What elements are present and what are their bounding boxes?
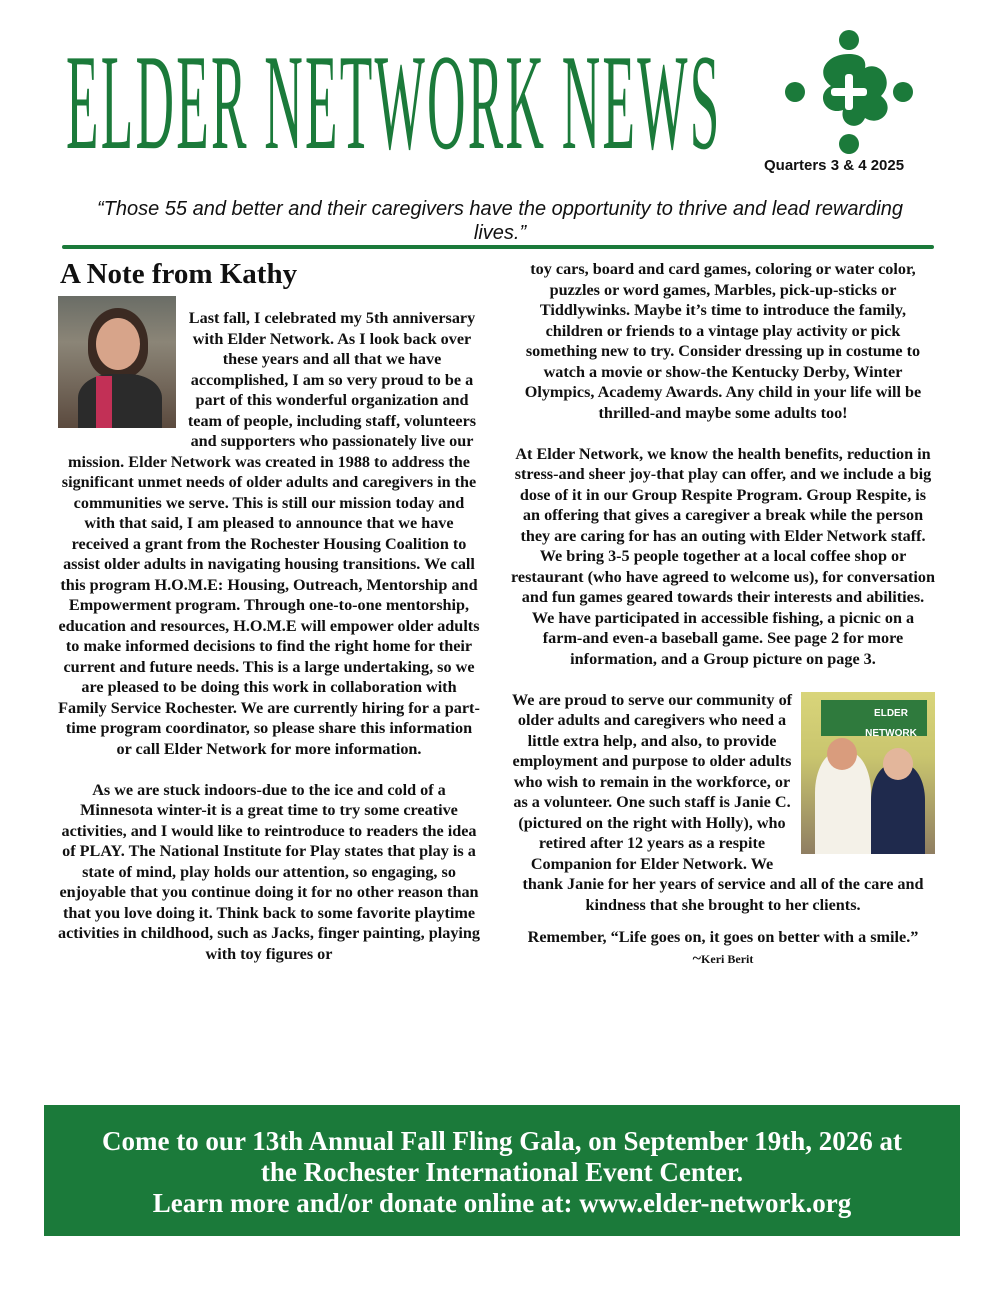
right-column — [511, 259, 935, 969]
gala-banner — [44, 1105, 960, 1236]
masthead-title: ELDER NETWORK NEWS — [66, 26, 722, 179]
divider — [62, 245, 934, 249]
edition-label: Quarters 3 & 4 2025 — [764, 157, 905, 174]
banner-line-1: Come to our 13th Annual Fall Fling Gala, on September 19th, 2026 at — [101, 1126, 903, 1156]
banner-line-3: Learn more and/or donate online at: www.elder-network.org — [152, 1188, 852, 1218]
paragraph-play: As we are stuck indoors-due to the ice and cold of a Minnesota winter-it is a great time to try some creative activities, and I would like to reintroduce to readers the idea of PLAY. The National Institute for Play states that play is a state of mind, play holds our attention, so engaging, so enjoyable that you continue doing it for no other reason than that you love doing it. Think back to some favorite playtime activities in childhood, such as Jacks, finger painting, playing with toy figures or — [58, 780, 481, 963]
photo-sign-text: ELDER NETWORK — [865, 707, 917, 739]
article-title: A Note from Kathy — [60, 258, 298, 290]
paragraph-janie: We are proud to serve our community of older adults and caregivers who need a little extra help, and also, to provide employment and purpose to older adults who wish to remain in the workforce, or as a volunteer. One such staff is Janie C. (pictured on the right with Holly), who retired after 12 years as a respite Companion for Elder Network. We thank Janie for her years of service and all of the care and kindness that she brought to her clients. — [511, 690, 924, 914]
left-column — [58, 308, 480, 964]
quote-attribution: Keri Berit — [701, 951, 754, 966]
paragraph-play-continued: toy cars, board and card games, coloring or water color, puzzles or word games, Marbles, pick-up-sticks or Tiddlywinks. Maybe it’s time to introduce the family, children or friends to a vintage play activity or pick something new to try. Consider dressing up in costume to watch a movie or show-the Kentucky Derby, Winter Olympics, Academy Awards. Any child in your life will be thrilled-and maybe some adults too! — [524, 260, 922, 422]
kathy-photo — [58, 296, 176, 428]
closing-quote: Remember, “Life goes on, it goes on better with a smile.” ~Keri Berit — [527, 928, 919, 967]
banner-line-2: the Rochester International Event Center. — [260, 1157, 744, 1187]
tagline: “Those 55 and better and their caregivers have the opportunity to thrive and lead rewarding lives.” — [96, 198, 904, 244]
janie-holly-photo — [801, 692, 935, 854]
paragraph-anniversary: Last fall, I celebrated my 5th anniversary with Elder Network. As I look back over these years and all that we have accomplished, I am so very proud to be a part of this wonderful organization and team of people, including staff, volunteers and supporters who passionately live our mission. Elder Network was created in 1988 to address the significant unmet needs of older adults and caregivers in the communities we serve. This is still our mission today and with that said, I am pleased to announce that we have received a grant from the Rochester Housing Coalition to assist older adults in navigating housing transitions. We call this program H.O.M.E: Housing, Outreach, Mentorship and Empowerment program. Through one-to-one mentorship, education and resources, H.O.M.E will empower older adults to make informed decisions to find the right home for their current and future needs. This is a large undertaking, so we are pleased to be doing this work in collaboration with Family Service Rochester. We are currently hiring for a part-time program coordinator, so please share this information or call Elder Network for more information. — [58, 309, 480, 758]
elder-network-logo-icon — [785, 30, 913, 154]
paragraph-group-respite: At Elder Network, we know the health benefits, reduction in stress-and sheer joy-that play can offer, and we include a big dose of it in our Group Respite Program. Group Respite, is an offering that gives a caregiver a break while the person they are caring for has an outing with Elder Network staff. We bring 3-5 people together at a local coffee shop or restaurant (who have agreed to welcome us), for conversation and fun games geared towards their interests and abilities. We have participated in accessible fishing, a picnic on a farm-and even-a baseball game. See page 2 for more information, and a Group picture on page 3. — [511, 444, 935, 668]
